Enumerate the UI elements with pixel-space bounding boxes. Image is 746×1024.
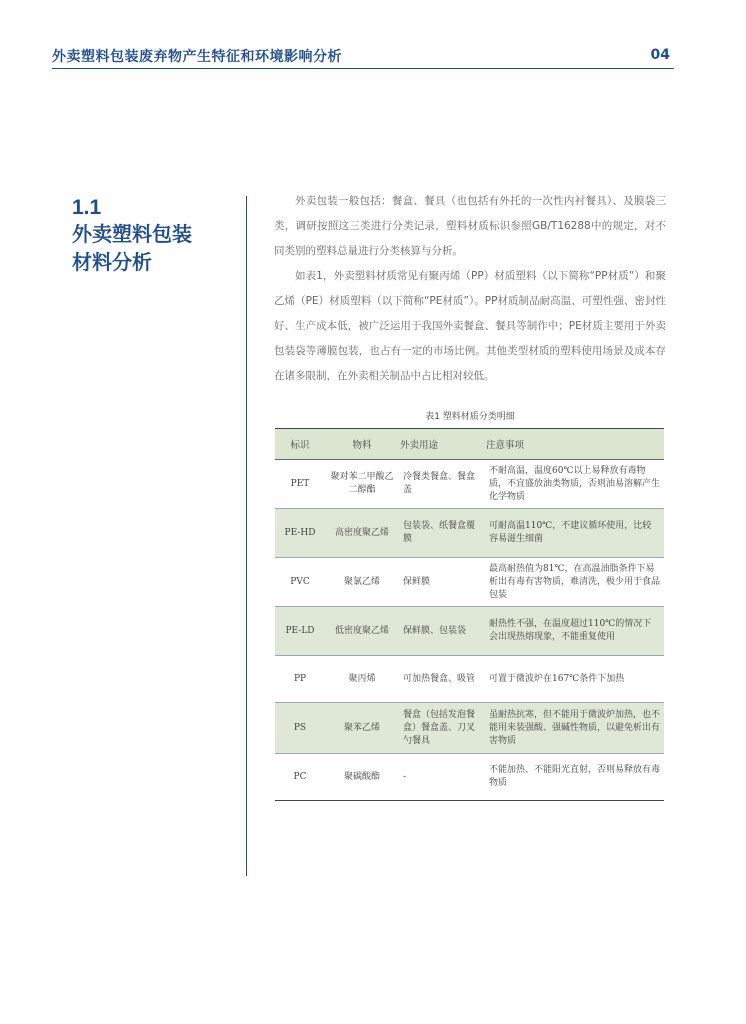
cell-id: PET <box>275 460 325 509</box>
table-row <box>275 656 664 703</box>
cell-id: PVC <box>275 558 325 607</box>
cell-id: PP <box>275 656 325 703</box>
cell-note: 不耐高温，温度60℃以上易释放有毒物质，不宜盛放油类物质，否则油易溶解产生化学物质 <box>485 460 664 509</box>
page-header <box>52 46 674 69</box>
cell-material: 聚对苯二甲酸乙二醇酯 <box>325 460 399 509</box>
cell-note: 可耐高温110℃，不建议循环使用，比较容易滋生细菌 <box>485 509 664 558</box>
cell-note: 虽耐热抗寒，但不能用于微波炉加热，也不能用来装强酸、强碱性物质，以避免析出有害物质 <box>485 703 664 754</box>
section-title <box>72 220 222 276</box>
cell-material: 低密度聚乙烯 <box>325 607 399 656</box>
table-row <box>275 703 664 754</box>
cell-use: - <box>399 754 485 801</box>
cell-use: 冷餐类餐盒、餐盒盖 <box>399 460 485 509</box>
table-header-row <box>275 429 664 460</box>
cell-use: 可加热餐盒、吸管 <box>399 656 485 703</box>
cell-note: 不能加热、不能阳光直射，否则易释放有毒物质 <box>485 754 664 801</box>
cell-note: 耐热性不强，在温度超过110℃的情况下会出现热熔现象，不能重复使用 <box>485 607 664 656</box>
column-header-material: 物料 <box>325 429 399 460</box>
cell-id: PS <box>275 703 325 754</box>
cell-material: 聚碳酸酯 <box>325 754 399 801</box>
intro-paragraph: 外卖包装一般包括：餐盒、餐具（也包括有外托的一次性内衬餐具）、及膜袋三类，调研按照这三类进行分类记录，塑料材质标识参照GB/T16288中的规定，对不同类别的塑料总量进行分类核算与分析。 <box>274 195 666 257</box>
table-row <box>275 460 664 509</box>
page-number: 04 <box>650 47 670 63</box>
table-caption: 表1 塑料材质分类明细 <box>425 412 515 422</box>
section-number: 1.1 <box>72 196 102 219</box>
cell-id: PC <box>275 754 325 801</box>
cell-use: 包装袋、纸餐盒覆膜 <box>399 509 485 558</box>
table-row <box>275 509 664 558</box>
materials-paragraph: 如表1，外卖塑料材质常见有聚丙烯（PP）材质塑料（以下简称“PP材质”）和聚乙烯（PE）材质塑料（以下简称“PE材质”）。PP材质制品耐高温、可塑性强、密封性好、生产成本低，被广泛运用于我国外卖餐盒、餐具等制作中；PE材质主要用于外卖包装袋等薄膜包装，也占有一定的市场比例。其他类型材质的塑料使用场景及成本存在诸多限制，在外卖相关制品中占比相对较低。 <box>274 270 666 382</box>
materials-table <box>275 428 664 801</box>
section-title-line2: 材料分析 <box>72 250 152 274</box>
cell-use: 餐盒（包括发泡餐盒）餐盒盖、刀叉勺餐具 <box>399 703 485 754</box>
report-title: 外卖塑料包装废弃物产生特征和环境影响分析 <box>52 49 342 65</box>
table-row <box>275 607 664 656</box>
cell-note: 可置于微波炉在167℃条件下加热 <box>485 656 664 703</box>
cell-id: PE-LD <box>275 607 325 656</box>
cell-material: 聚氯乙烯 <box>325 558 399 607</box>
table-row <box>275 754 664 801</box>
cell-use: 保鲜膜 <box>399 558 485 607</box>
cell-use: 保鲜膜、包装袋 <box>399 607 485 656</box>
section-divider <box>246 196 247 876</box>
column-header-use: 外卖用途 <box>399 429 485 460</box>
column-header-id: 标识 <box>275 429 325 460</box>
section-title-line1: 外卖塑料包装 <box>72 222 192 246</box>
cell-material: 高密度聚乙烯 <box>325 509 399 558</box>
cell-note: 最高耐热值为81℃，在高温油脂条件下易析出有毒有害物质，难清洗，极少用于食品包装 <box>485 558 664 607</box>
column-header-note: 注意事项 <box>485 429 664 460</box>
table-row <box>275 558 664 607</box>
cell-material: 聚苯乙烯 <box>325 703 399 754</box>
cell-id: PE-HD <box>275 509 325 558</box>
cell-material: 聚丙烯 <box>325 656 399 703</box>
